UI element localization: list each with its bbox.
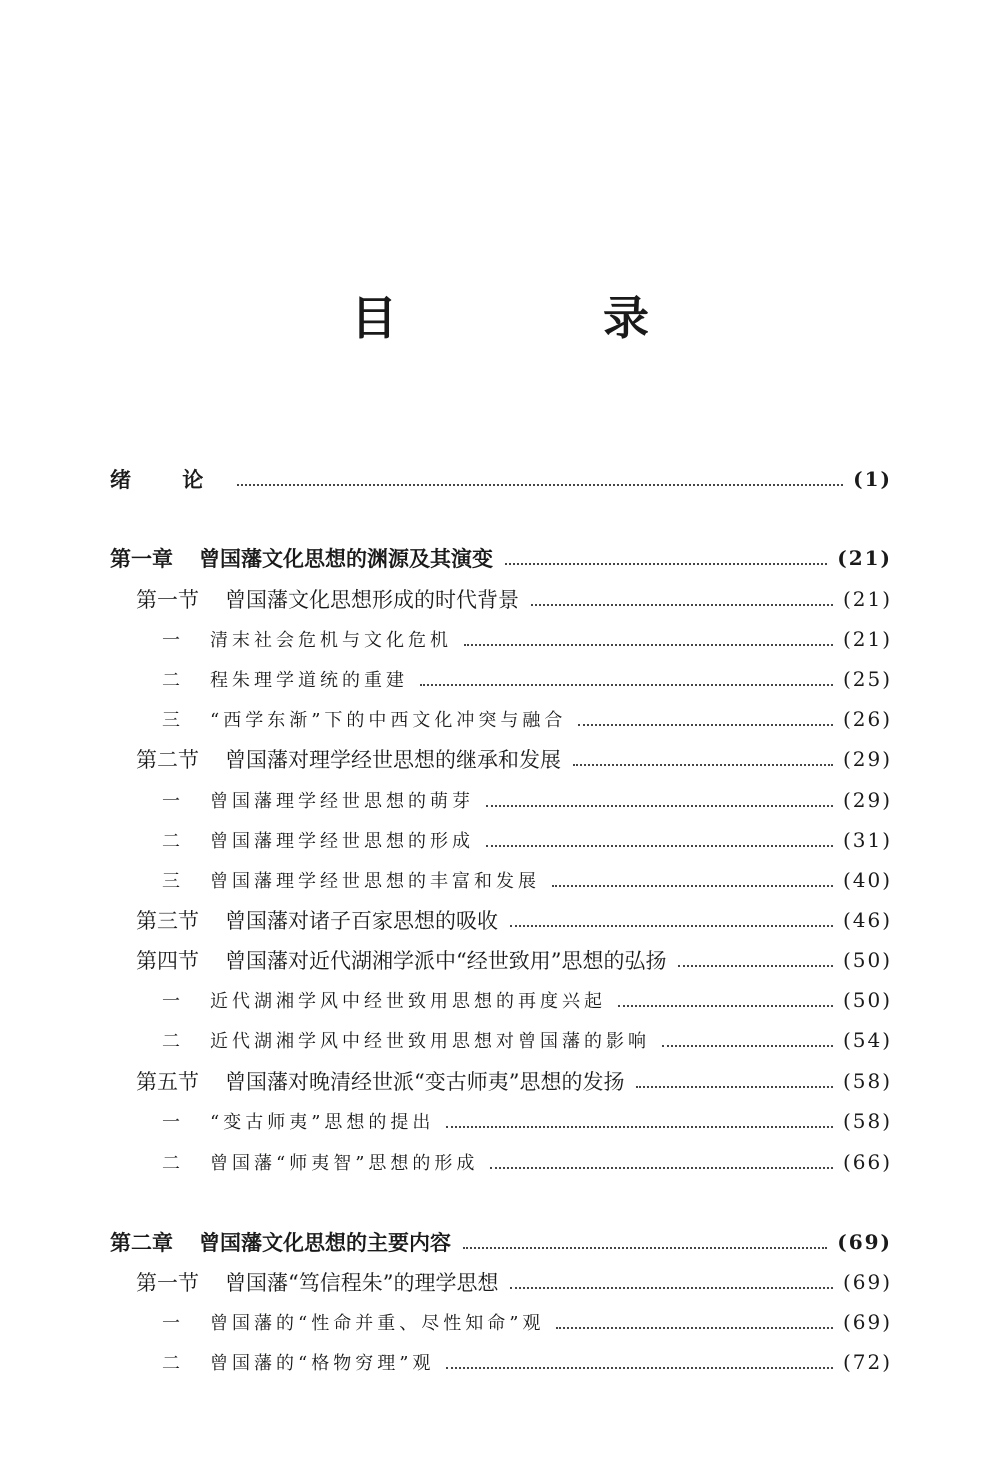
toc-page-number: (50)	[842, 948, 892, 972]
toc-entry-label	[162, 666, 408, 692]
toc-page-number: (31)	[842, 828, 892, 852]
toc-page-number: (25)	[842, 667, 892, 691]
toc-entry-title: 曾国藩文化思想形成的时代背景	[225, 588, 519, 612]
toc-entry[interactable]	[0, 1227, 892, 1257]
toc-page-number: (69)	[842, 1270, 892, 1294]
toc-leader-dots	[446, 1126, 833, 1128]
toc-leader-dots	[662, 1045, 833, 1047]
toc-page-number: (58)	[842, 1069, 892, 1093]
toc-entry-label	[162, 827, 474, 853]
toc-entry[interactable]	[0, 1307, 892, 1337]
toc-leader-dots	[505, 563, 827, 565]
toc-entry[interactable]	[0, 905, 892, 935]
toc-entry[interactable]	[0, 985, 892, 1015]
toc-entry[interactable]	[0, 1106, 892, 1136]
toc-entry-number: 二	[162, 670, 184, 691]
toc-page-number: (1)	[853, 467, 892, 491]
toc-page-number: (40)	[842, 868, 892, 892]
toc-entry-number: 第二节	[136, 748, 199, 772]
toc-entry[interactable]	[0, 865, 892, 895]
toc-entry-number: 二	[162, 1153, 184, 1174]
toc-entry-label	[162, 987, 606, 1013]
toc-page-number: (26)	[842, 707, 892, 731]
toc-leader-dots	[510, 925, 833, 927]
toc-entry[interactable]	[0, 584, 892, 614]
toc-entry[interactable]	[0, 543, 892, 573]
toc-entry-number: 第三节	[136, 909, 199, 933]
toc-entry-label	[136, 1267, 498, 1297]
toc-entry-number: 二	[162, 831, 184, 852]
toc-entry-title: 曾国藩的“格物穷理”观	[210, 1353, 435, 1374]
toc-page-number: (69)	[842, 1310, 892, 1334]
toc-entry-label	[110, 464, 225, 494]
toc-leader-dots	[578, 724, 833, 726]
page-title: 目 录	[351, 291, 729, 345]
toc-page-number: (29)	[842, 788, 892, 812]
toc-entry-number: 三	[162, 871, 184, 892]
toc-leader-dots	[531, 604, 833, 606]
toc-entry[interactable]	[0, 624, 892, 654]
toc-leader-dots	[464, 644, 833, 646]
toc-page-number: (72)	[842, 1350, 892, 1374]
toc-entry-title: 曾国藩理学经世思想的丰富和发展	[210, 871, 540, 892]
toc-entry[interactable]	[0, 825, 892, 855]
toc-entry-title: 曾国藩理学经世思想的形成	[210, 831, 474, 852]
toc-entry-title: 曾国藩对晚清经世派“变古师夷”思想的发扬	[225, 1070, 625, 1094]
toc-page-number: (29)	[842, 747, 892, 771]
toc-page-number: (58)	[842, 1109, 892, 1133]
toc-page-number: (21)	[842, 627, 892, 651]
toc-entry-title: “变古师夷”思想的提出	[210, 1112, 435, 1133]
toc-entry-number: 二	[162, 1031, 184, 1052]
toc-entry-title: 曾国藩的“性命并重、尽性知命”观	[210, 1313, 545, 1334]
toc-leader-dots	[490, 1167, 833, 1169]
toc-entry-label	[162, 1149, 478, 1175]
toc-entry-title: 绪 论	[110, 467, 226, 492]
toc-entry-title: 曾国藩对诸子百家思想的吸收	[225, 909, 498, 933]
toc-entry-number: 第一章	[110, 546, 173, 571]
toc-entry-label	[162, 626, 452, 652]
toc-entry-title: 清末社会危机与文化危机	[210, 630, 452, 651]
toc-entry-label	[162, 1108, 434, 1134]
toc-entry-title: 程朱理学道统的重建	[210, 670, 408, 691]
toc-entry-title: 曾国藩文化思想的渊源及其演变	[199, 546, 493, 571]
toc-leader-dots	[552, 885, 833, 887]
toc-entry-label	[162, 787, 474, 813]
toc-entry[interactable]	[0, 1066, 892, 1096]
toc-entry[interactable]	[0, 1025, 892, 1055]
toc-leader-dots	[463, 1247, 827, 1249]
toc-entry-label	[162, 1349, 434, 1375]
toc-leader-dots	[636, 1086, 832, 1088]
toc-entry-title: 曾国藩“笃信程朱”的理学思想	[225, 1271, 499, 1295]
toc-entry-title: “西学东渐”下的中西文化冲突与融合	[210, 710, 567, 731]
toc-entry[interactable]	[0, 464, 892, 494]
toc-entry[interactable]	[0, 1347, 892, 1377]
toc-entry-title: 近代湖湘学风中经世致用思想对曾国藩的影响	[210, 1031, 650, 1052]
toc-entry-title: 曾国藩对近代湖湘学派中“经世致用”思想的弘扬	[225, 949, 667, 973]
toc-entry-label	[136, 584, 519, 614]
toc-entry[interactable]	[0, 1267, 892, 1297]
toc-entry-number: 第一节	[136, 588, 199, 612]
toc-entry-label	[136, 945, 666, 975]
toc-entry[interactable]	[0, 1147, 892, 1177]
toc-entry[interactable]	[0, 704, 892, 734]
toc-entry-number: 第一节	[136, 1271, 199, 1295]
toc-entry-label	[162, 1309, 544, 1335]
toc-entry-label	[162, 1027, 650, 1053]
toc-entry-label	[110, 1227, 451, 1257]
toc-leader-dots	[618, 1005, 833, 1007]
toc-leader-dots	[678, 965, 832, 967]
toc-entry-title: 曾国藩理学经世思想的萌芽	[210, 791, 474, 812]
toc-leader-dots	[446, 1367, 833, 1369]
toc-leader-dots	[420, 684, 833, 686]
toc-entry-title: 曾国藩“师夷智”思想的形成	[210, 1153, 479, 1174]
toc-entry[interactable]	[0, 785, 892, 815]
toc-entry-number: 一	[162, 991, 184, 1012]
toc-entry-label	[136, 744, 561, 774]
toc-entry-number: 第二章	[110, 1230, 173, 1255]
toc-entry-number: 一	[162, 1112, 184, 1133]
toc-entry-number: 第四节	[136, 949, 199, 973]
toc-entry[interactable]	[0, 744, 892, 774]
toc-entry-label	[162, 706, 566, 732]
toc-entry-label	[110, 543, 493, 573]
toc-page-number: (69)	[837, 1230, 892, 1254]
toc-entry-number: 一	[162, 791, 184, 812]
toc-entry-title: 曾国藩对理学经世思想的继承和发展	[225, 748, 561, 772]
toc-entry-number: 三	[162, 710, 184, 731]
toc-entry[interactable]	[0, 664, 892, 694]
toc-entry-number: 二	[162, 1353, 184, 1374]
toc-leader-dots	[486, 845, 833, 847]
toc-entry-title: 近代湖湘学风中经世致用思想的再度兴起	[210, 991, 606, 1012]
toc-page-number: (50)	[842, 988, 892, 1012]
toc-page-number: (66)	[842, 1150, 892, 1174]
toc-page-number: (21)	[842, 587, 892, 611]
toc-entry-number: 一	[162, 1313, 184, 1334]
toc-leader-dots	[237, 484, 843, 486]
toc-page-number: (21)	[837, 546, 892, 570]
toc-page-number: (46)	[842, 908, 892, 932]
toc-leader-dots	[486, 805, 833, 807]
toc-entry-number: 一	[162, 630, 184, 651]
toc-entry-title: 曾国藩文化思想的主要内容	[199, 1230, 451, 1255]
toc-leader-dots	[510, 1287, 832, 1289]
toc-page-number: (54)	[842, 1028, 892, 1052]
toc-leader-dots	[573, 764, 833, 766]
toc-entry-number: 第五节	[136, 1070, 199, 1094]
toc-entry-label	[136, 905, 498, 935]
toc-entry-label	[136, 1066, 624, 1096]
toc-leader-dots	[556, 1327, 833, 1329]
toc-entry[interactable]	[0, 945, 892, 975]
toc-entry-label	[162, 867, 540, 893]
